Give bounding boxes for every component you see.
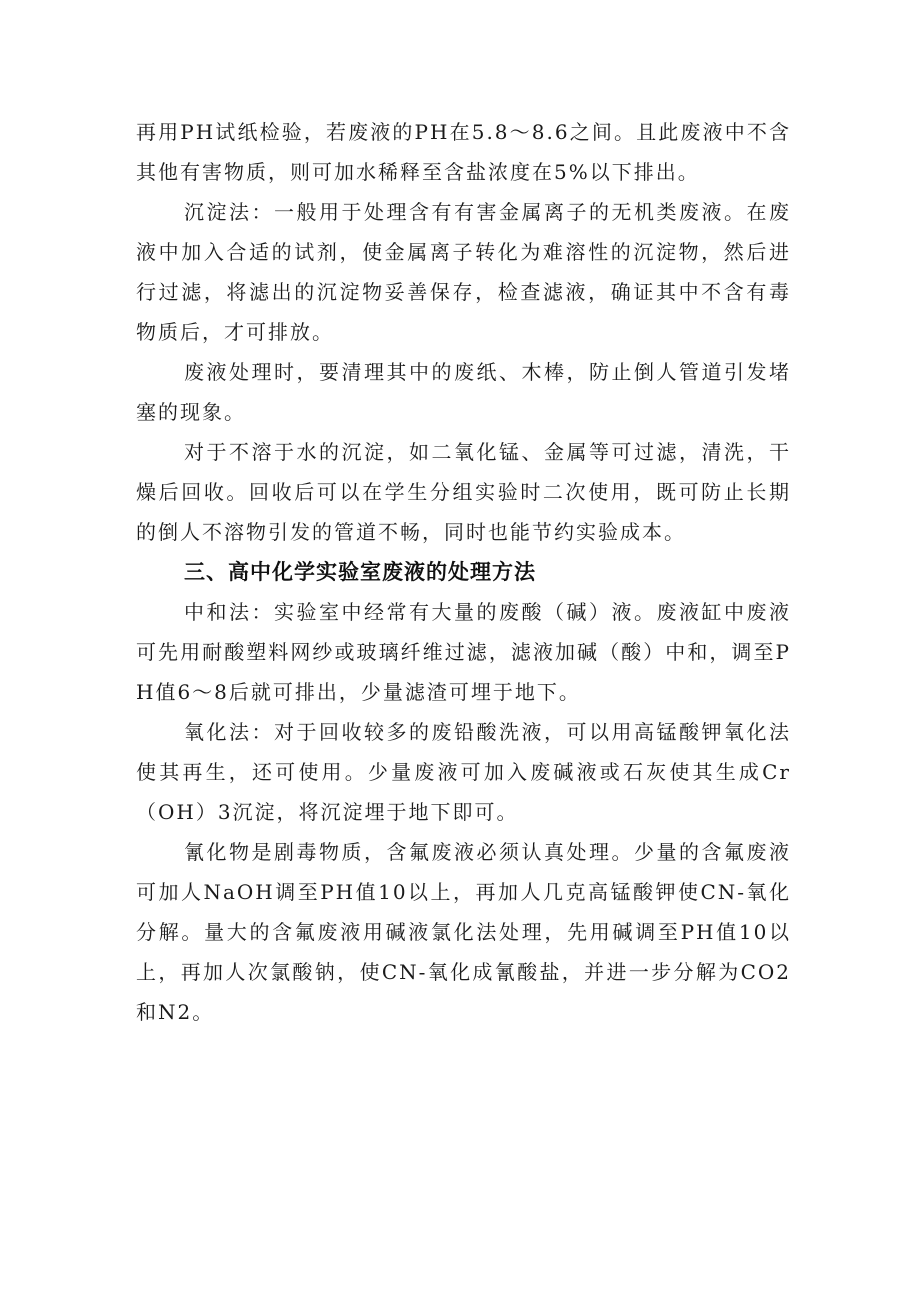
paragraph-cyanide: 氰化物是剧毒物质，含氟废液必须认真处理。少量的含氟废液可加人NaOH调至PH值10以上，再加人几克高锰酸钾使CN-氧化分解。量大的含氟废液用碱液氯化法处理，先用碱调至PH值10以上，再加人次氯酸钠，使CN-氧化成氰酸盐，并进一步分解为CO2和N2。 — [136, 840, 791, 1024]
paragraph-neutralization: 中和法：实验室中经常有大量的废酸（碱）液。废液缸中废液可先用耐酸塑料网纱或玻璃纤维过滤，滤液加碱（酸）中和，调至PH值6～8后就可排出，少量滤渣可埋于地下。 — [136, 600, 791, 704]
paragraph-waste-cleanup: 废液处理时，要清理其中的废纸、木棒，防止倒人管道引发堵塞的现象。 — [136, 360, 791, 424]
paragraph-precipitation: 沉淀法：一般用于处理含有有害金属离子的无机类废液。在废液中加入合适的试剂，使金属离子转化为难溶性的沉淀物，然后进行过滤，将滤出的沉淀物妥善保存，检查滤液，确证其中不含有毒物质后，才可排放。 — [136, 200, 791, 344]
paragraph-ph-test: 再用PH试纸检验，若废液的PH在5.8～8.6之间。且此废液中不含其他有害物质，则可加水稀释至含盐浓度在5%以下排出。 — [136, 120, 791, 184]
section-heading: 三、高中化学实验室废液的处理方法 — [184, 560, 536, 584]
document-body — [136, 112, 791, 1032]
paragraph-oxidation: 氧化法：对于回收较多的废铅酸洗液，可以用高锰酸钾氧化法使其再生，还可使用。少量废液可加入废碱液或石灰使其生成Cr（OH）3沉淀，将沉淀埋于地下即可。 — [136, 720, 791, 824]
paragraph-insoluble-recovery: 对于不溶于水的沉淀，如二氧化锰、金属等可过滤，清洗，干燥后回收。回收后可以在学生分组实验时二次使用，既可防止长期的倒人不溶物引发的管道不畅，同时也能节约实验成本。 — [136, 440, 791, 544]
